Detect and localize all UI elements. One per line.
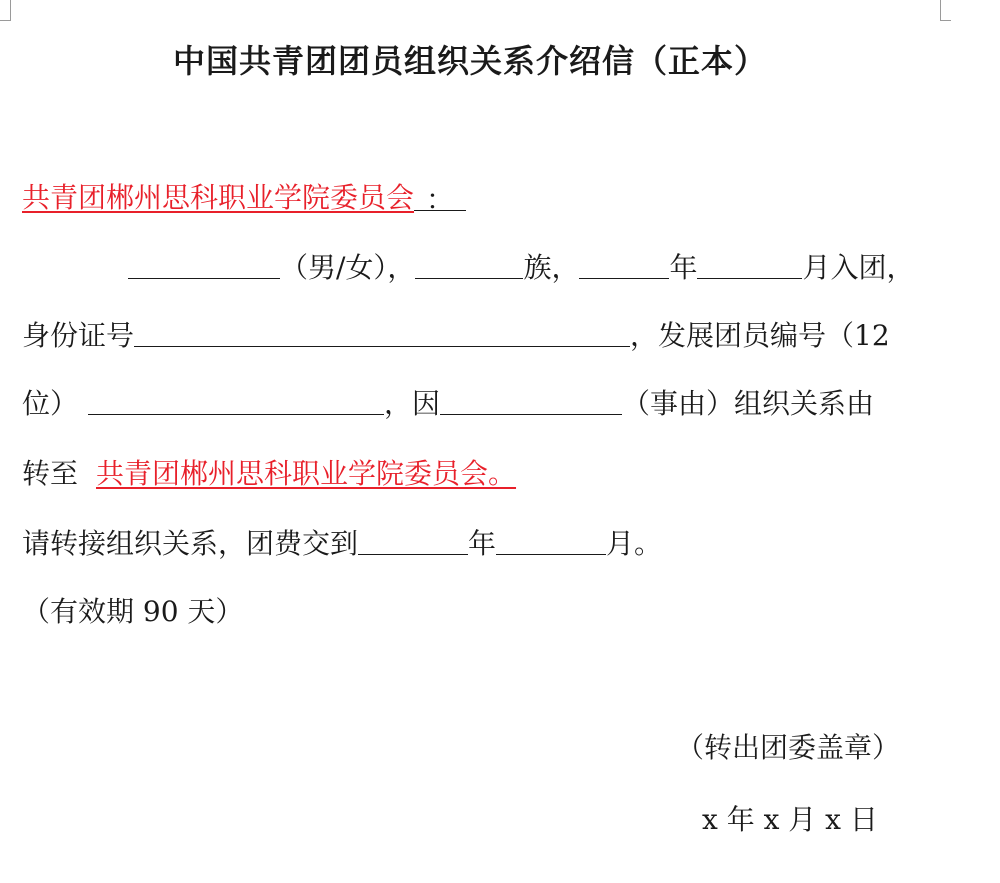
document-title: 中国共青团团员组织关系介绍信（正本） (172, 42, 767, 80)
join-year-blank[interactable] (579, 248, 669, 279)
member-info-line (22, 248, 942, 288)
page-corner-mark-left (0, 0, 11, 21)
join-month-label: 月入团， (802, 251, 915, 284)
transfer-to-label: 转至 (22, 457, 79, 490)
recipient-line (22, 178, 942, 218)
fee-year-label: 年 (468, 527, 497, 560)
digits-label: 位） (22, 387, 79, 420)
transfer-line (22, 454, 942, 494)
cause-label: ，因 (384, 387, 441, 420)
ethnicity-label: 族， (523, 251, 580, 284)
ethnicity-blank[interactable] (415, 248, 523, 279)
reason-blank[interactable] (440, 384, 622, 415)
fee-text: 请转接组织关系，团费交到 (22, 527, 359, 560)
page-corner-mark-right (940, 0, 951, 21)
id-line (22, 316, 942, 356)
name-blank[interactable] (128, 248, 280, 279)
recipient-org: 共青团郴州思科职业学院委员会 (22, 181, 415, 214)
validity-note: （有效期 90 天） (22, 595, 244, 628)
member-number-blank[interactable] (88, 384, 384, 415)
join-month-blank[interactable] (697, 248, 802, 279)
fee-month-blank[interactable] (496, 524, 606, 555)
fee-line (22, 524, 942, 564)
member-number-label: ，发展团员编号（12 (630, 319, 890, 352)
stamp-label: （转出团委盖章） (676, 731, 901, 764)
reason-relation-label: （事由）组织关系由 (622, 387, 875, 420)
id-number-blank[interactable] (134, 316, 630, 347)
gender-label: （男/女）， (280, 251, 416, 284)
recipient-colon: ： (426, 183, 455, 216)
destination-org: 共青团郴州思科职业学院委员会。 (96, 457, 517, 490)
signature-date: x 年 x 月 x 日 (702, 803, 878, 836)
join-year-label: 年 (669, 251, 698, 284)
fee-year-blank[interactable] (358, 524, 468, 555)
fee-month-label: 月。 (606, 527, 663, 560)
reason-line (22, 384, 942, 424)
id-number-label: 身份证号 (22, 319, 135, 352)
